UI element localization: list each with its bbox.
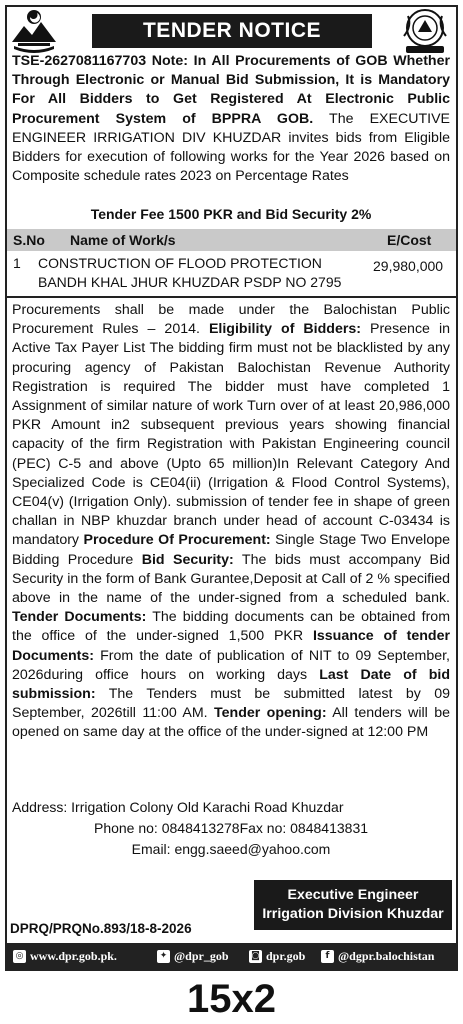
- tender-notice-title: TENDER NOTICE: [92, 14, 372, 48]
- table-row: [7, 254, 456, 294]
- header-name-of-work: Name of Work/s: [70, 232, 176, 248]
- tender-fee-line: Tender Fee 1500 PKR and Bid Security 2%: [90, 206, 372, 222]
- issuance-heading: Issuance of tender Documents:: [12, 628, 450, 664]
- procurement-rules-text: Procurements shall be made under the Balochistan Public Procurement Rules – 2014.: [12, 302, 450, 338]
- procedure-text: Single Stage Two Envelope Bidding Procedure: [12, 532, 450, 568]
- twitter-icon: ✦: [157, 950, 170, 963]
- instagram-handle: dpr.gob: [266, 949, 306, 963]
- works-table-header: [7, 229, 456, 251]
- footer-bar: [5, 943, 458, 969]
- website-text: www.dpr.gob.pk.: [30, 949, 117, 963]
- procedure-heading: Procedure Of Procurement:: [83, 532, 271, 549]
- email-address: Email: engg.saeed@yahoo.com: [131, 841, 331, 857]
- intro-paragraph: [12, 52, 450, 186]
- header-estimated-cost: E/Cost: [387, 232, 432, 248]
- footer-facebook[interactable]: [321, 943, 434, 969]
- facebook-handle: @dgpr.balochistan: [338, 949, 435, 963]
- tender-documents-heading: Tender Documents:: [12, 609, 147, 626]
- signature-block: [254, 880, 452, 930]
- globe-icon: ◎: [13, 950, 26, 963]
- instagram-icon: ◙: [249, 950, 262, 963]
- issuance-text: From the date of publication of NIT to 09 September, 2026during office hours on working days: [12, 647, 450, 683]
- last-date-text: The Tenders must be submitted latest by 09 September, 2026till 11:00 AM.: [12, 686, 450, 722]
- tender-conditions-paragraph: [12, 301, 450, 743]
- header-sno: S.No: [13, 232, 45, 248]
- invitation-text: The EXECUTIVE ENGINEER IRRIGATION DIV KHUZDAR invites bids from Eligible Bidders for execution of following works for the Year 2026 based on Composite schedule rates 2023 on Percentage Rates: [12, 110, 450, 185]
- footer-twitter[interactable]: [157, 943, 229, 969]
- bid-security-heading: Bid Security:: [141, 551, 234, 568]
- tender-documents-text: The bidding documents can be obtained from the office of the under-signed 1,500 PKR: [12, 609, 451, 645]
- bppra-registration-note: TSE-2627081167703 Note: In All Procurements of GOB Whether Through Electronic or Manual Bid Submission, It is Mandatory For All Bidders to Get Registered At Electronic Public Procurement System of BPPRA GOB.: [12, 53, 450, 127]
- signatory-office: Irrigation Division Khuzdar: [262, 906, 444, 922]
- row-work-name-line1: CONSTRUCTION OF FLOOD PROTECTION: [38, 255, 322, 271]
- office-address: Address: Irrigation Colony Old Karachi Road Khuzdar: [12, 799, 344, 815]
- dpr-balochistan-logo-icon: [8, 8, 60, 54]
- footer-instagram[interactable]: [249, 943, 305, 969]
- eligibility-heading: Eligibility of Bidders:: [208, 321, 361, 338]
- footer-website[interactable]: [13, 943, 117, 969]
- phone-fax: Phone no: 0848413278Fax no: 0848413831: [93, 820, 369, 836]
- facebook-icon: f: [321, 950, 334, 963]
- table-divider: [7, 296, 456, 298]
- government-of-balochistan-seal-icon: [398, 6, 452, 56]
- eligibility-text: Presence in Active Tax Payer List The bidding firm must not be blacklisted by any procuring agency of Pakistan Balochistan Revenue Authority Registration is required The bidder must have completed 1 Assignment of similar nature of work Turn over of at least 20,986,000 PKR Amount in2 subsequent previous years showing financial capacity of the firm Registration with Pakistan Engineering council (PEC) C-5 and above (Upto 65 million)In Relevant Category And Specialized Code is CE04(ii) (Irrigation & Flood Control Systems), CE04(v) (Irrigation Only). submission of tender fee in shape of green challan in NBP khuzdar branch under head of account C-03434 is mandatory: [12, 321, 450, 549]
- dprq-number: DPRQ/PRQNo.893/18-8-2026: [10, 921, 192, 936]
- row-sno: 1: [13, 255, 21, 271]
- last-date-heading: Last Date of bid submission:: [12, 666, 450, 703]
- ad-size-label: 15x2: [187, 977, 276, 1021]
- tender-opening-text: All tenders will be opened on same day at the office of the under-signed at 12:00 PM: [12, 705, 450, 741]
- tender-opening-heading: Tender opening:: [214, 705, 327, 722]
- signatory-title: Executive Engineer: [287, 887, 419, 903]
- twitter-handle: @dpr_gob: [174, 949, 229, 963]
- bid-security-text: The bids must accompany Bid Security in the form of Bank Gurantee,Deposit at Call of 2 % specified above in the name of the under-signed from a scheduled bank.: [12, 551, 451, 607]
- row-estimated-cost: 29,980,000: [373, 258, 444, 274]
- row-work-name-line2: BANDH KHAL JHUR KHUZDAR PSDP NO 2795: [38, 274, 342, 290]
